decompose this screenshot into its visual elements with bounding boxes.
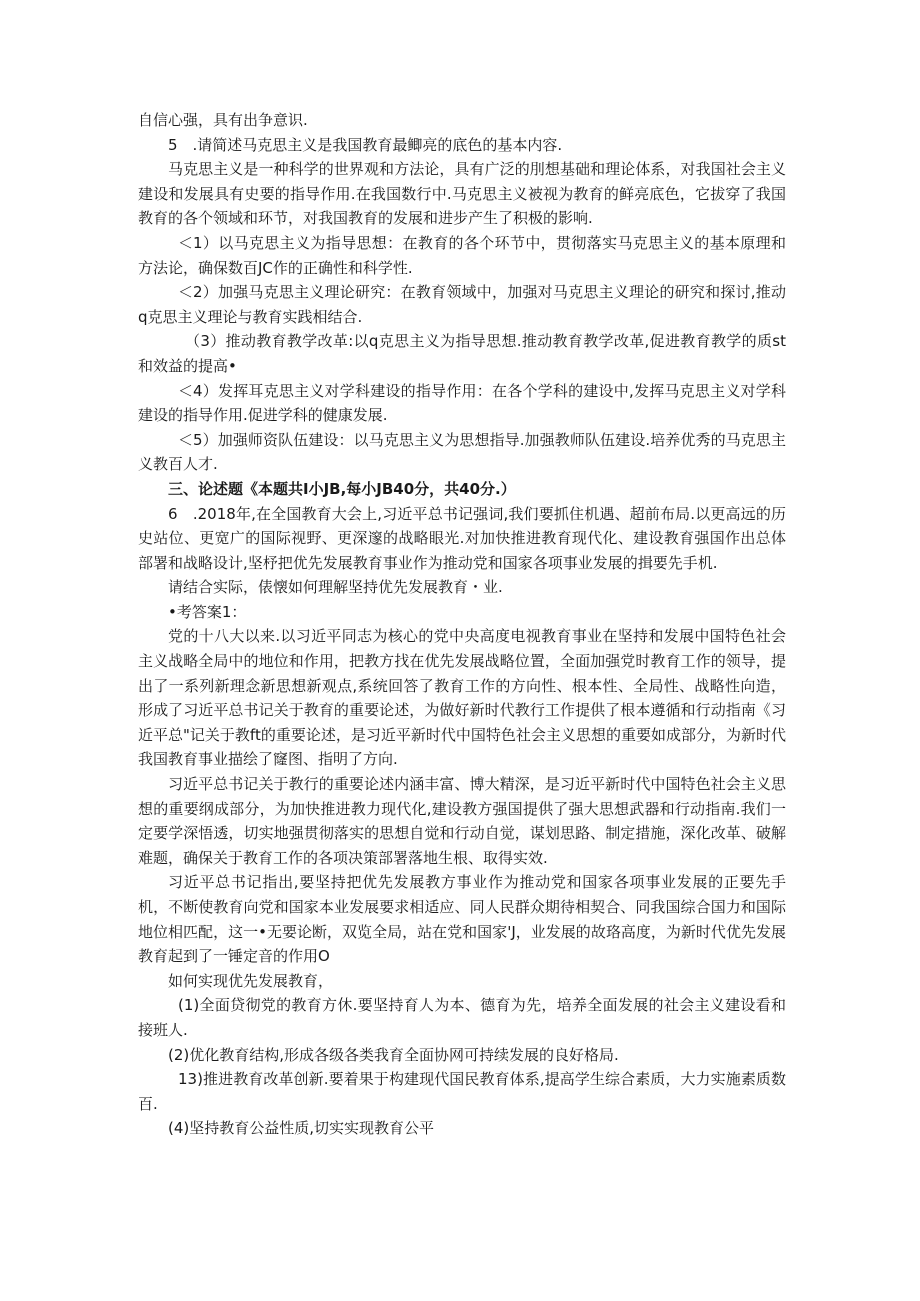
paragraph: ＜2）加强马克思主义理论研究：在教育领域中，加强对马克思主义理论的研究和探讨,推动q克思主义理论与教育实践相结合. xyxy=(138,283,786,326)
document-page xyxy=(138,108,786,1141)
paragraph: 三、论述题《本题共I小JB,每小JB40分，共40分.） xyxy=(168,479,516,498)
paragraph: （3）推动教育教学改革:以q克思主义为指导思想.推动教育教学改革,促进教育教学的质st和效益的提高• xyxy=(138,332,786,375)
paragraph: ＜5）加强师资队伍建设：以马克思主义为思想指导.加强教师队伍建设.培养优秀的马克思主义教百人才. xyxy=(138,430,786,474)
paragraph: •考答案1： xyxy=(168,602,247,621)
paragraph: (4)坚持教育公益性质,切实实现教育公平 xyxy=(168,1119,435,1138)
paragraph: ＜4）发挥耳克思主义对学科建设的指导作用：在各个学科的建设中,发挥马克思主义对学科建设的指导作用.促进学科的健康发展. xyxy=(138,381,786,425)
paragraph: 党的十八大以来.以习近平同志为核心的党中央高度电视教育事业在坚持和发展中国特色社会主义战略全局中的地位和作用，把教方找在优先发展战略位置，全面加强党时教育工作的领导，提出了一系列新理念新思想新观点,系统回答了教育工作的方向性、根本性、全局性、战略性向造，形成了习近平总书记关于教育的重要论述，为做好新时代教行工作提供了根本遵循和行动指南《习近平总"记关于教ft的重要论述，是习近平新时代中国特色社会主义思想的重要如成部分，为新时代我国教育事业描绘了窿图、指明了方向. xyxy=(138,627,786,769)
paragraph: 习近平总书记关于教行的重要论述内涵丰富、博大精深，是习近平新时代中国特色社会主义思想的重要纲成部分，为加快推进教力现代化,建设教方强国提供了强大思想武器和行动指南.我们一定要学深悟透，切实地强贯彻落实的思想自觉和行动自觉，谋划思路、制定措施，深化改革、破解难题，确保关于教育工作的各项决策部署落地生根、取得实效. xyxy=(138,775,786,867)
paragraph: 马克思主义是一种科学的世界观和方法论，具有广泛的刖想基础和理论体系，对我国社会主义建设和发展具有史要的指导作用.在我国数行中.马克思主义被视为教育的鲜亮底色，它拔穿了我国教育的各个领域和环节，对我国教育的发展和进步产生了积极的影响. xyxy=(138,160,786,228)
paragraph: 习近平总书记指出,要坚持把优先发展教方事业作为推动党和国家各项事业发展的正要先手机，不断使教育向党和国家本业发展要求相适应、同人民群众期待相契合、同我国综合国力和国际地位相匹配，这一•无要论断，双览全局，站在党和国家'J，业发展的故珞高度，为新时代优先发展教育起到了一锤定音的作用O xyxy=(138,873,786,966)
paragraph: 如何实现优先发展教育， xyxy=(168,971,334,990)
paragraph: 请结合实际，俵懐如何理解坚持优先发展教育・业. xyxy=(168,578,503,597)
paragraph: 自信心强，具有出争意识. xyxy=(138,111,308,129)
paragraph: ＜1）以马克思主义为指导思想：在教育的各个环节中，贯彻落实马克思主义的基本原理和方法论，确保数百JC作的正确性和科学性. xyxy=(138,233,786,277)
paragraph: 6 .2018年,在全国教育大会上,习近平总书记强词,我们要抓住机遇、超前布局.以更高远的历史站位、更宽广的国际视野、更深邃的战略眼光.对加快推进教育现代化、建设教育强国作出总体部署和战略设计,坚杼把优先发展教育事业作为推动党和国家各项事业发展的揖要先手机. xyxy=(138,504,786,572)
paragraph: 13)推进教育改革创新.要着果于构建现代国民教育体系,提高学生综合素质，大力实施素质数百. xyxy=(138,1070,786,1113)
paragraph: (1)全面贷彻党的教育方休.要坚持育人为本、德育为先，培养全面发展的社会主义建设看和接班人. xyxy=(138,996,786,1039)
paragraph: (2)优化教育结构,形成各级各类我育全面协网可持续发展的良好格局. xyxy=(168,1045,619,1064)
paragraph: 5 .请简述马克思主义是我国教育最鲫亮的底色的基本内容. xyxy=(168,135,563,154)
